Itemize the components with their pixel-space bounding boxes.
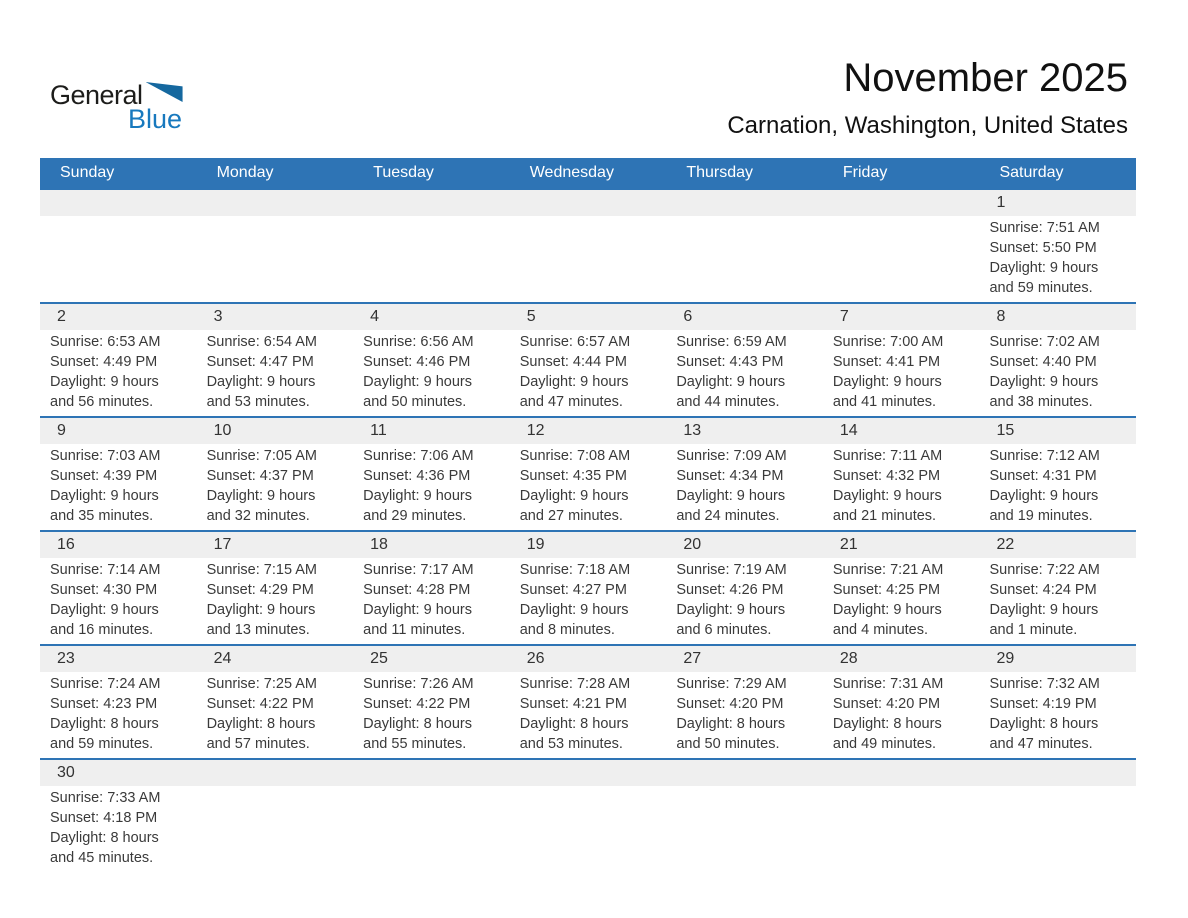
day-cell-details (353, 672, 510, 758)
sunrise-text: Sunrise: 7:11 AM (832, 448, 943, 464)
day-cell-details (979, 672, 1136, 758)
empty-day-cell (823, 786, 980, 872)
empty-day-number (666, 190, 823, 216)
daylight-text: Daylight: 8 hours and 57 minutes. (206, 716, 316, 752)
day-number: 24 (213, 650, 232, 667)
empty-day-number (823, 760, 980, 786)
page-header (0, 0, 1188, 158)
daylight-text: Daylight: 9 hours and 13 minutes. (206, 602, 316, 638)
sunset-text: Sunset: 4:28 PM (363, 582, 471, 598)
day-cell-details (40, 672, 197, 758)
sunrise-text: Sunrise: 6:59 AM (676, 334, 787, 350)
day-number-band (40, 190, 1136, 216)
sunset-text: Sunset: 4:40 PM (989, 354, 1097, 370)
daylight-text: Daylight: 9 hours and 19 minutes. (989, 488, 1099, 524)
empty-day-cell (197, 216, 354, 302)
empty-day-number (666, 760, 823, 786)
sunrise-text: Sunrise: 7:18 AM (519, 562, 631, 578)
sunset-text: Sunset: 4:44 PM (519, 354, 627, 370)
day-cell-details (197, 558, 354, 644)
day-number: 8 (996, 308, 1006, 325)
day-cell-details (979, 558, 1136, 644)
sunrise-text: Sunrise: 7:28 AM (519, 676, 631, 692)
day-cell-details (666, 558, 823, 644)
daylight-text: Daylight: 9 hours and 35 minutes. (50, 488, 159, 524)
weekday-header-tuesday: Tuesday (373, 164, 434, 181)
day-number-band (40, 304, 1136, 330)
day-cell-details (353, 444, 510, 530)
day-number: 2 (57, 308, 66, 325)
daylight-text: Daylight: 9 hours and 29 minutes. (363, 488, 472, 524)
sunrise-text: Sunrise: 6:53 AM (50, 334, 161, 350)
day-number: 1 (996, 194, 1006, 211)
day-number: 19 (526, 536, 545, 553)
sunrise-text: Sunrise: 7:21 AM (832, 562, 944, 578)
empty-day-cell (510, 786, 667, 872)
daylight-text: Daylight: 9 hours and 24 minutes. (676, 488, 786, 524)
day-number: 21 (839, 536, 858, 553)
week-row (40, 530, 1136, 644)
sunset-text: Sunset: 4:19 PM (989, 696, 1097, 712)
daylight-text: Daylight: 9 hours and 47 minutes. (519, 374, 629, 410)
daylight-text: Daylight: 9 hours and 6 minutes. (676, 602, 786, 638)
day-cell-details (197, 672, 354, 758)
sunset-text: Sunset: 4:23 PM (50, 696, 158, 712)
day-number: 9 (57, 422, 66, 439)
day-cell-details (40, 444, 197, 530)
sunset-text: Sunset: 4:41 PM (832, 354, 941, 370)
weekday-header-wednesday: Wednesday (529, 164, 614, 181)
day-cell-details (510, 330, 667, 416)
sunrise-text: Sunrise: 6:54 AM (206, 334, 317, 350)
daylight-text: Daylight: 9 hours and 16 minutes. (50, 602, 159, 638)
day-details-row (40, 558, 1136, 644)
sunset-text: Sunset: 4:31 PM (989, 468, 1097, 484)
weekday-header-monday: Monday (216, 164, 274, 181)
sunrise-text: Sunrise: 7:06 AM (363, 448, 474, 464)
weekday-header-saturday: Saturday (999, 164, 1064, 181)
day-number: 29 (996, 650, 1015, 667)
day-cell-details (40, 786, 197, 872)
empty-day-cell (979, 786, 1136, 872)
empty-day-number (510, 190, 667, 216)
day-number-band (40, 418, 1136, 444)
sunset-text: Sunset: 4:29 PM (206, 582, 314, 598)
day-number: 25 (370, 650, 388, 667)
sunset-text: Sunset: 4:49 PM (50, 354, 158, 370)
daylight-text: Daylight: 8 hours and 55 minutes. (363, 716, 472, 752)
daylight-text: Daylight: 8 hours and 49 minutes. (832, 716, 942, 752)
sunrise-text: Sunrise: 7:02 AM (989, 334, 1100, 350)
empty-day-cell (197, 786, 354, 872)
day-cell-details (40, 558, 197, 644)
empty-day-cell (666, 216, 823, 302)
daylight-text: Daylight: 9 hours and 8 minutes. (519, 602, 629, 638)
sunrise-text: Sunrise: 7:03 AM (50, 448, 161, 464)
sunrise-text: Sunrise: 7:51 AM (989, 220, 1100, 236)
day-details-row (40, 444, 1136, 530)
day-details-row (40, 672, 1136, 758)
day-cell-details (510, 672, 667, 758)
sunset-text: Sunset: 4:26 PM (676, 582, 784, 598)
day-cell-details (197, 330, 354, 416)
sunset-text: Sunset: 4:34 PM (676, 468, 784, 484)
sunrise-text: Sunrise: 7:08 AM (519, 448, 631, 464)
day-number: 22 (996, 536, 1015, 553)
sunrise-text: Sunrise: 6:56 AM (363, 334, 474, 350)
empty-day-number (979, 760, 1136, 786)
sunset-text: Sunset: 4:20 PM (676, 696, 784, 712)
day-cell-details (823, 672, 980, 758)
sunset-text: Sunset: 4:46 PM (363, 354, 471, 370)
day-number: 28 (839, 650, 858, 667)
sunset-text: Sunset: 4:27 PM (519, 582, 627, 598)
day-cell-details (979, 216, 1136, 302)
empty-day-cell (353, 216, 510, 302)
empty-day-cell (40, 216, 197, 302)
empty-day-cell (666, 786, 823, 872)
day-cell-details (979, 444, 1136, 530)
daylight-text: Daylight: 9 hours and 11 minutes. (363, 602, 472, 638)
daylight-text: Daylight: 9 hours and 56 minutes. (50, 374, 159, 410)
empty-day-number (197, 760, 354, 786)
daylight-text: Daylight: 9 hours and 4 minutes. (832, 602, 942, 638)
empty-day-cell (510, 216, 667, 302)
day-number-band (40, 760, 1136, 786)
calendar-weeks (40, 188, 1136, 872)
day-cell-details (40, 330, 197, 416)
weekday-header-friday: Friday (842, 164, 888, 181)
empty-day-number (353, 190, 510, 216)
sunrise-text: Sunrise: 7:12 AM (989, 448, 1100, 464)
title-block (727, 55, 1128, 140)
day-cell-details (666, 672, 823, 758)
general-blue-logo (50, 82, 183, 133)
daylight-text: Daylight: 9 hours and 44 minutes. (676, 374, 786, 410)
daylight-text: Daylight: 8 hours and 53 minutes. (519, 716, 629, 752)
empty-day-number (197, 190, 354, 216)
day-number: 3 (213, 308, 223, 325)
sunrise-text: Sunrise: 7:22 AM (989, 562, 1100, 578)
day-number: 5 (526, 308, 536, 325)
sunrise-text: Sunrise: 7:26 AM (363, 676, 474, 692)
sunrise-text: Sunrise: 6:57 AM (519, 334, 631, 350)
sunset-text: Sunset: 4:47 PM (206, 354, 314, 370)
day-number: 17 (213, 536, 232, 553)
day-number: 6 (683, 308, 693, 325)
day-cell-details (823, 330, 980, 416)
day-cell-details (823, 558, 980, 644)
daylight-text: Daylight: 9 hours and 21 minutes. (832, 488, 942, 524)
sunset-text: Sunset: 4:35 PM (519, 468, 627, 484)
daylight-text: Daylight: 9 hours and 59 minutes. (989, 260, 1099, 296)
week-row (40, 302, 1136, 416)
day-cell-details (666, 330, 823, 416)
logo-triangle-icon (146, 82, 183, 102)
day-number: 4 (370, 308, 380, 325)
sunset-text: Sunset: 4:32 PM (832, 468, 941, 484)
day-number: 12 (526, 422, 545, 439)
day-number: 14 (839, 422, 858, 439)
day-cell-details (979, 330, 1136, 416)
daylight-text: Daylight: 9 hours and 38 minutes. (989, 374, 1099, 410)
day-number: 13 (683, 422, 702, 439)
sunset-text: Sunset: 4:21 PM (519, 696, 627, 712)
day-details-row (40, 216, 1136, 302)
weekday-header-thursday: Thursday (686, 164, 754, 181)
day-cell-details (353, 558, 510, 644)
empty-day-cell (823, 216, 980, 302)
day-cell-details (510, 444, 667, 530)
weekday-header-sunday: Sunday (60, 164, 115, 181)
sunset-text: Sunset: 4:25 PM (832, 582, 941, 598)
week-row (40, 188, 1136, 302)
day-number: 20 (683, 536, 702, 553)
sunrise-text: Sunrise: 7:19 AM (676, 562, 787, 578)
sunset-text: Sunset: 5:50 PM (989, 240, 1097, 256)
daylight-text: Daylight: 8 hours and 45 minutes. (50, 830, 159, 866)
sunrise-text: Sunrise: 7:25 AM (206, 676, 317, 692)
sunrise-text: Sunrise: 7:31 AM (832, 676, 944, 692)
sunrise-text: Sunrise: 7:33 AM (50, 790, 161, 806)
daylight-text: Daylight: 8 hours and 50 minutes. (676, 716, 786, 752)
day-details-row (40, 786, 1136, 872)
daylight-text: Daylight: 9 hours and 32 minutes. (206, 488, 316, 524)
daylight-text: Daylight: 8 hours and 47 minutes. (989, 716, 1099, 752)
daylight-text: Daylight: 9 hours and 27 minutes. (519, 488, 629, 524)
day-number: 7 (839, 308, 849, 325)
page-title: November 2025 (843, 56, 1128, 100)
daylight-text: Daylight: 9 hours and 1 minute. (989, 602, 1099, 638)
day-details-row (40, 330, 1136, 416)
day-number: 10 (213, 422, 232, 439)
sunset-text: Sunset: 4:30 PM (50, 582, 158, 598)
sunrise-text: Sunrise: 7:00 AM (832, 334, 944, 350)
empty-day-number (510, 760, 667, 786)
day-number: 30 (57, 764, 75, 781)
daylight-text: Daylight: 9 hours and 50 minutes. (363, 374, 472, 410)
sunset-text: Sunset: 4:20 PM (832, 696, 941, 712)
day-cell-details (666, 444, 823, 530)
day-cell-details (353, 330, 510, 416)
sunset-text: Sunset: 4:22 PM (206, 696, 314, 712)
day-number-band (40, 532, 1136, 558)
calendar-grid (40, 158, 1136, 872)
sunset-text: Sunset: 4:22 PM (363, 696, 471, 712)
sunset-text: Sunset: 4:36 PM (363, 468, 471, 484)
location-subtitle: Carnation, Washington, United States (727, 112, 1128, 139)
week-row (40, 758, 1136, 872)
week-row (40, 416, 1136, 530)
sunrise-text: Sunrise: 7:29 AM (676, 676, 787, 692)
weekday-header-row (40, 158, 1136, 188)
empty-day-number (40, 190, 197, 216)
daylight-text: Daylight: 9 hours and 41 minutes. (832, 374, 942, 410)
sunset-text: Sunset: 4:37 PM (206, 468, 314, 484)
logo-text-blue: Blue (128, 104, 183, 134)
day-number: 11 (370, 422, 387, 439)
sunset-text: Sunset: 4:43 PM (676, 354, 784, 370)
week-row (40, 644, 1136, 758)
daylight-text: Daylight: 9 hours and 53 minutes. (206, 374, 316, 410)
day-cell-details (510, 558, 667, 644)
day-cell-details (197, 444, 354, 530)
day-number: 26 (526, 650, 545, 667)
sunrise-text: Sunrise: 7:17 AM (363, 562, 474, 578)
sunrise-text: Sunrise: 7:24 AM (50, 676, 161, 692)
day-number-band (40, 646, 1136, 672)
daylight-text: Daylight: 8 hours and 59 minutes. (50, 716, 159, 752)
day-number: 15 (996, 422, 1015, 439)
logo-general-label: General (50, 80, 143, 110)
empty-day-number (823, 190, 980, 216)
sunrise-text: Sunrise: 7:15 AM (206, 562, 317, 578)
sunset-text: Sunset: 4:39 PM (50, 468, 158, 484)
sunset-text: Sunset: 4:24 PM (989, 582, 1097, 598)
empty-day-cell (353, 786, 510, 872)
sunrise-text: Sunrise: 7:05 AM (206, 448, 317, 464)
day-number: 18 (370, 536, 388, 553)
day-number: 23 (57, 650, 75, 667)
empty-day-number (353, 760, 510, 786)
day-cell-details (823, 444, 980, 530)
day-number: 27 (683, 650, 702, 667)
day-number: 16 (57, 536, 75, 553)
sunrise-text: Sunrise: 7:14 AM (50, 562, 161, 578)
sunrise-text: Sunrise: 7:09 AM (676, 448, 787, 464)
sunrise-text: Sunrise: 7:32 AM (989, 676, 1100, 692)
sunset-text: Sunset: 4:18 PM (50, 810, 158, 826)
